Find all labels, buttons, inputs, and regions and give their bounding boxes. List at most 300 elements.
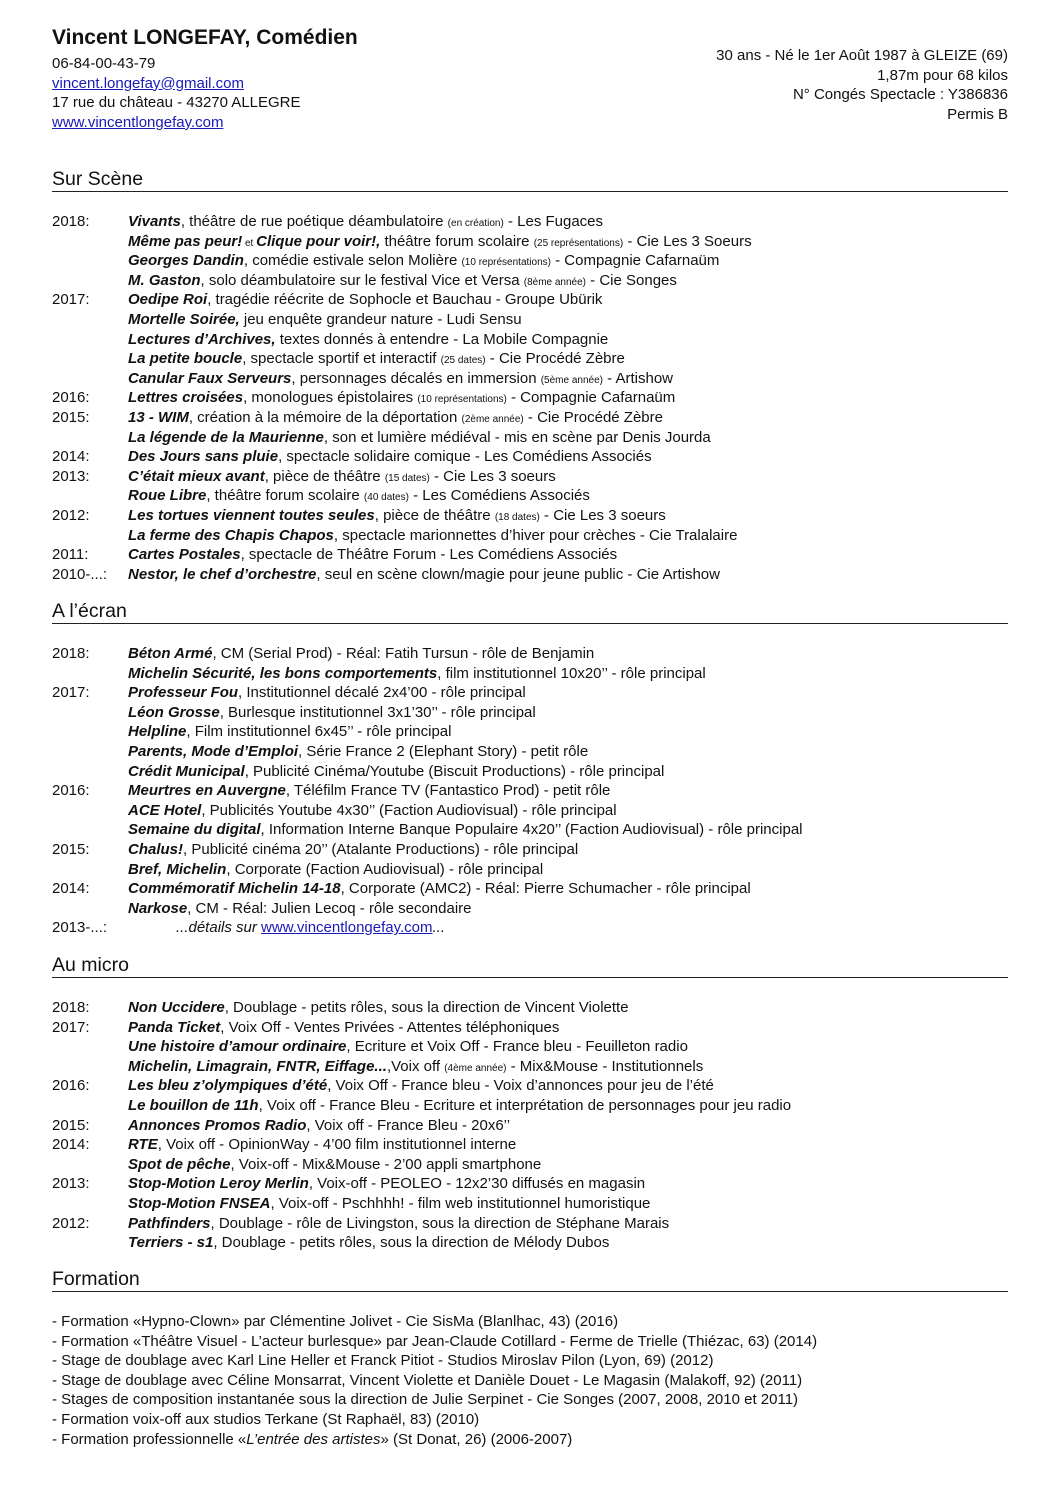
entry-company: - Mix&Mouse - Institutionnels bbox=[506, 1057, 704, 1075]
list-item bbox=[52, 1018, 1008, 1038]
entry-title: Une histoire d’amour ordinaire bbox=[128, 1038, 347, 1056]
entry-description bbox=[128, 683, 526, 703]
entry-description bbox=[128, 408, 663, 428]
entry-connector: et bbox=[242, 237, 257, 249]
entry-title: Cartes Postales bbox=[128, 546, 241, 564]
entry-company: - Compagnie Cafarnaüm bbox=[550, 252, 720, 270]
email-link[interactable]: vincent.longefay@gmail.com bbox=[52, 74, 244, 92]
entry-description bbox=[128, 506, 666, 526]
entry-title: C’était mieux avant bbox=[128, 467, 265, 485]
list-item bbox=[52, 1214, 1008, 1234]
entry-description bbox=[128, 271, 677, 291]
entry-text: , comédie estivale selon Molière bbox=[243, 252, 462, 270]
list-item bbox=[52, 408, 1008, 428]
entry-title: Terriers - s1 bbox=[128, 1234, 214, 1252]
entry-title: Helpline bbox=[128, 723, 187, 741]
entry-title: La légende de la Maurienne bbox=[128, 428, 324, 446]
entry-title: Nestor, le chef d’orchestre bbox=[128, 565, 317, 583]
entry-company: - Cie Songes bbox=[586, 271, 677, 289]
list-item bbox=[52, 1174, 1008, 1194]
driving-licence: Permis B bbox=[947, 105, 1008, 123]
list-item bbox=[52, 1135, 1008, 1155]
entry-year: 2014: bbox=[52, 448, 90, 466]
entry-title: Le bouillon de 11h bbox=[128, 1096, 259, 1114]
list-item bbox=[52, 212, 1008, 232]
entry-title: Léon Grosse bbox=[128, 703, 220, 721]
entry-title: Georges Dandin bbox=[128, 252, 244, 270]
entry-title: Michelin, Limagrain, FNTR, Eiffage... bbox=[128, 1057, 387, 1075]
list-item bbox=[52, 1076, 1008, 1096]
entry-note: (4ème année) bbox=[444, 1062, 507, 1074]
entry-description bbox=[128, 467, 556, 487]
formation-list bbox=[52, 1312, 1008, 1449]
list-item bbox=[52, 762, 1008, 782]
formation-item bbox=[52, 1371, 1008, 1391]
list-item bbox=[52, 545, 1008, 565]
entry-description bbox=[128, 1116, 510, 1136]
entry-note: (en création) bbox=[447, 218, 504, 229]
entry-year bbox=[52, 1037, 128, 1057]
entry-year: 2013: bbox=[52, 1175, 90, 1193]
entry-text: , théâtre forum scolaire bbox=[206, 487, 364, 505]
list-item bbox=[52, 251, 1008, 271]
entry-title: Professeur Fou bbox=[128, 684, 239, 702]
entry-description bbox=[128, 1135, 516, 1155]
entry-note: (18 dates) bbox=[494, 511, 540, 523]
phone-number: 06-84-00-43-79 bbox=[52, 55, 156, 72]
entry-text: jeu enquête grandeur nature - Ludi Sensu bbox=[239, 310, 522, 328]
list-item bbox=[52, 506, 1008, 526]
formation-title: L’entrée des artistes bbox=[246, 1430, 381, 1448]
entry-text: , son et lumière médiéval - mis en scène par Denis Jourda bbox=[323, 428, 711, 446]
entry-title: Vivants bbox=[128, 213, 181, 230]
scene-entries bbox=[52, 212, 1008, 584]
list-item bbox=[52, 801, 1008, 821]
entry-description bbox=[128, 998, 629, 1018]
entry-description bbox=[128, 879, 751, 899]
list-item bbox=[52, 1233, 1008, 1253]
section-ecran bbox=[52, 599, 1008, 938]
entry-text: , Voix-off - Mix&Mouse - 2’00 appli smartphone bbox=[230, 1155, 542, 1173]
entry-text: , Voix off - OpinionWay - 4’00 film institutionnel interne bbox=[157, 1136, 517, 1154]
list-item bbox=[52, 742, 1008, 762]
entry-title: Pathfinders bbox=[128, 1214, 211, 1232]
list-item bbox=[52, 526, 1008, 546]
entry-title: Lectures d’Archives, bbox=[128, 330, 276, 348]
entry-title: Spot de pêche bbox=[128, 1155, 231, 1173]
details-suffix: ... bbox=[432, 919, 446, 937]
entry-title: Canular Faux Serveurs bbox=[128, 369, 292, 387]
entry-year bbox=[52, 428, 128, 448]
list-item bbox=[52, 565, 1008, 585]
list-item bbox=[52, 840, 1008, 860]
entry-text: , spectacle solidaire comique - Les Comédiens Associés bbox=[278, 448, 652, 466]
entry-description bbox=[128, 388, 675, 408]
list-item bbox=[52, 722, 1008, 742]
entry-text: , Ecriture et Voix Off - France bleu - Feuilleton radio bbox=[346, 1038, 688, 1056]
formation-text: - Formation «Théâtre Visuel - L’acteur burlesque» par Jean-Claude Cotillard - Ferme de Trielle (Thiézac, 63) (2014) bbox=[52, 1332, 818, 1350]
entry-text: , film institutionnel 10x20’’ - rôle principal bbox=[437, 664, 706, 682]
list-item bbox=[52, 644, 1008, 664]
entry-title: Narkose bbox=[128, 899, 188, 917]
entry-description bbox=[128, 447, 652, 467]
entry-text: , solo déambulatoire sur le festival Vice et Versa bbox=[200, 271, 524, 289]
entry-description bbox=[128, 310, 522, 330]
entry-text: , pièce de théâtre bbox=[264, 467, 385, 485]
entry-text: , spectacle sportif et interactif bbox=[242, 350, 441, 368]
entry-description bbox=[128, 232, 752, 252]
entry-title: Béton Armé bbox=[128, 645, 213, 662]
details-text bbox=[128, 918, 445, 938]
entry-text: , Burlesque institutionnel 3x1’30’’ - rôle principal bbox=[219, 703, 536, 721]
list-item bbox=[52, 1096, 1008, 1116]
entry-description bbox=[128, 251, 719, 271]
formation-item bbox=[52, 1332, 1008, 1352]
list-item bbox=[52, 781, 1008, 801]
formation-text: - Stages de composition instantanée sous la direction de Julie Serpinet - Cie Songes (2007, 2008, 2010 et 2011) bbox=[52, 1391, 799, 1409]
formation-item bbox=[52, 1430, 1008, 1450]
entry-description bbox=[128, 1018, 559, 1038]
entry-description bbox=[128, 290, 602, 310]
entry-title: Des Jours sans pluie bbox=[128, 448, 279, 466]
entry-title: Michelin Sécurité, les bons comportements bbox=[128, 664, 438, 682]
section-title: Sur Scène bbox=[52, 167, 1008, 192]
entry-company: - Les Comédiens Associés bbox=[408, 487, 590, 505]
entry-title: Stop-Motion FNSEA bbox=[128, 1194, 271, 1212]
list-item bbox=[52, 664, 1008, 684]
website-link[interactable]: www.vincentlongefay.com bbox=[261, 919, 433, 937]
entry-text: , Institutionnel décalé 2x4’00 - rôle principal bbox=[238, 684, 526, 702]
entry-year bbox=[52, 1096, 128, 1116]
entry-description bbox=[128, 330, 608, 350]
entry-text: , Voix Off - Ventes Privées - Attentes téléphoniques bbox=[220, 1018, 560, 1036]
list-item bbox=[52, 683, 1008, 703]
entry-year bbox=[52, 664, 128, 684]
entry-year bbox=[52, 330, 128, 350]
formation-text: » (St Donat, 26) (2006-2007) bbox=[380, 1430, 573, 1448]
entry-year bbox=[52, 310, 128, 330]
page-title: Vincent LONGEFAY, Comédien bbox=[52, 26, 358, 49]
entry-year: 2012: bbox=[52, 1214, 90, 1232]
entry-year: 2016: bbox=[52, 389, 90, 407]
entry-title: Semaine du digital bbox=[128, 821, 261, 839]
entry-title: Même pas peur! bbox=[128, 232, 243, 250]
entry-description bbox=[128, 1037, 688, 1057]
entry-text: , tragédie réécrite de Sophocle et Bauchau - Groupe Ubürik bbox=[207, 291, 603, 309]
details-prefix: ...détails sur bbox=[176, 919, 262, 937]
height-weight: 1,87m pour 68 kilos bbox=[877, 66, 1008, 84]
age-birth: 30 ans - Né le 1er Août 1987 à GLEIZE (69) bbox=[716, 47, 1008, 64]
list-item bbox=[52, 310, 1008, 330]
entry-note: (10 représentations) bbox=[461, 257, 551, 269]
entry-title: Crédit Municipal bbox=[128, 762, 245, 780]
entry-description bbox=[128, 1155, 541, 1175]
entry-title: Oedipe Roi bbox=[128, 291, 208, 309]
list-item bbox=[52, 1037, 1008, 1057]
entry-year bbox=[52, 1194, 128, 1214]
entry-title: Stop-Motion Leroy Merlin bbox=[128, 1175, 309, 1193]
entry-title: ACE Hotel bbox=[128, 801, 202, 819]
entry-year: 2011: bbox=[52, 546, 89, 564]
entry-description bbox=[128, 703, 536, 723]
entry-year bbox=[52, 1057, 128, 1077]
entry-text: , Voix off - France Bleu - 20x6’’ bbox=[306, 1116, 511, 1134]
entry-description bbox=[128, 565, 720, 585]
entry-description bbox=[128, 840, 578, 860]
entry-description bbox=[128, 212, 603, 232]
entry-description bbox=[128, 781, 610, 801]
entry-text: , Publicité Cinéma/Youtube (Biscuit Productions) - rôle principal bbox=[244, 762, 665, 780]
entry-year: 2018: bbox=[52, 213, 90, 230]
entry-text: , Film institutionnel 6x45’’ - rôle principal bbox=[186, 723, 452, 741]
entry-company: - Cie Procédé Zèbre bbox=[485, 350, 625, 368]
entry-text: , pièce de théâtre bbox=[374, 506, 495, 524]
entry-text: , spectacle de Théâtre Forum - Les Comédiens Associés bbox=[240, 546, 618, 564]
entry-year: 2016: bbox=[52, 1077, 90, 1095]
entry-year bbox=[52, 860, 128, 880]
entry-text: , personnages décalés en immersion bbox=[291, 369, 541, 387]
entry-note: (8ème année) bbox=[523, 276, 587, 288]
list-item bbox=[52, 860, 1008, 880]
entry-year: 2017: bbox=[52, 1018, 90, 1036]
formation-text: - Stage de doublage avec Karl Line Heller et Franck Pitiot - Studios Miroslav Pilon (Lyon, 69) (2012) bbox=[52, 1352, 714, 1370]
section-formation bbox=[52, 1267, 1008, 1449]
entry-text: , seul en scène clown/magie pour jeune public - Cie Artishow bbox=[316, 565, 720, 583]
entry-company: - Cie Procédé Zèbre bbox=[523, 408, 663, 426]
formation-text: - Stage de doublage avec Céline Monsarrat, Vincent Violette et Danièle Douet - Le Magasin (Malakoff, 92) (2011) bbox=[52, 1371, 803, 1389]
entry-year: 2010-...: bbox=[52, 565, 108, 583]
entry-description bbox=[128, 526, 737, 546]
list-item bbox=[52, 998, 1008, 1018]
entry-year: 2015: bbox=[52, 1116, 90, 1134]
entry-description bbox=[128, 1194, 650, 1214]
entry-description bbox=[128, 762, 664, 782]
entry-description bbox=[128, 1214, 669, 1234]
entry-description bbox=[128, 860, 543, 880]
list-item bbox=[52, 428, 1008, 448]
entry-title: Mortelle Soirée, bbox=[128, 310, 240, 328]
entry-year: 2015: bbox=[52, 408, 90, 426]
entry-year bbox=[52, 349, 128, 369]
entry-year bbox=[52, 369, 128, 389]
entry-year: 2014: bbox=[52, 1136, 90, 1154]
entry-description bbox=[128, 1174, 645, 1194]
website-link[interactable]: www.vincentlongefay.com bbox=[52, 113, 224, 131]
entry-year bbox=[52, 820, 128, 840]
entry-title: Commémoratif Michelin 14-18 bbox=[128, 880, 341, 898]
entry-text: ,Voix off bbox=[386, 1057, 445, 1075]
entry-text: , Téléfilm France TV (Fantastico Prod) - petit rôle bbox=[285, 782, 611, 800]
section-title: Formation bbox=[52, 1267, 1008, 1292]
entry-year bbox=[52, 251, 128, 271]
entry-text: , Publicité cinéma 20’’ (Atalante Productions) - rôle principal bbox=[183, 840, 579, 858]
entry-text: , Voix-off - PEOLEO - 12x2’30 diffusés en magasin bbox=[308, 1175, 646, 1193]
entry-title: La ferme des Chapis Chapos bbox=[128, 526, 334, 544]
micro-entries bbox=[52, 998, 1008, 1253]
entry-note: (5ème année) bbox=[540, 374, 603, 386]
entry-year: 2017: bbox=[52, 684, 90, 702]
entry-note: (25 dates) bbox=[440, 355, 486, 367]
entry-year bbox=[52, 232, 128, 252]
list-item bbox=[52, 290, 1008, 310]
entry-year bbox=[52, 1155, 128, 1175]
formation-item bbox=[52, 1410, 1008, 1430]
section-scene bbox=[52, 167, 1008, 584]
entry-title: 13 - WIM bbox=[128, 408, 189, 426]
entry-description bbox=[128, 349, 625, 369]
entry-note: (2ème année) bbox=[461, 413, 524, 425]
entry-text: , Corporate (AMC2) - Réal: Pierre Schumacher - rôle principal bbox=[340, 880, 751, 898]
entry-title: Les bleu z’olympiques d’été bbox=[128, 1077, 328, 1095]
details-row bbox=[52, 918, 1008, 938]
list-item bbox=[52, 703, 1008, 723]
list-item bbox=[52, 369, 1008, 389]
list-item bbox=[52, 879, 1008, 899]
entry-note: (15 dates) bbox=[384, 472, 430, 484]
entry-year: 2013: bbox=[52, 467, 90, 485]
list-item bbox=[52, 388, 1008, 408]
contact-block bbox=[52, 24, 358, 132]
list-item bbox=[52, 467, 1008, 487]
entry-title: M. Gaston bbox=[128, 271, 201, 289]
list-item bbox=[52, 232, 1008, 252]
entry-note: (40 dates) bbox=[363, 492, 409, 504]
entry-text: , Voix off - France Bleu - Ecriture et interprétation de personnages pour jeu radio bbox=[258, 1096, 792, 1114]
list-item bbox=[52, 447, 1008, 467]
entry-description bbox=[128, 664, 706, 684]
entry-year bbox=[52, 801, 128, 821]
entry-description bbox=[128, 722, 451, 742]
entry-year bbox=[52, 899, 128, 919]
entry-text: , monologues épistolaires bbox=[243, 389, 418, 407]
entry-year: 2017: bbox=[52, 291, 90, 309]
entry-description bbox=[128, 1096, 791, 1116]
entry-company: - Cie Les 3 Soeurs bbox=[623, 232, 752, 250]
entry-text: , CM - Réal: Julien Lecoq - rôle secondaire bbox=[187, 899, 472, 917]
entry-year: 2013-...: bbox=[52, 919, 108, 937]
entry-title: Les tortues viennent toutes seules bbox=[128, 506, 375, 524]
entry-company: - Artishow bbox=[602, 369, 674, 387]
entry-description bbox=[128, 369, 673, 389]
list-item bbox=[52, 1116, 1008, 1136]
entry-text: , Information Interne Banque Populaire 4x20’’ (Faction Audiovisual) - rôle principal bbox=[260, 821, 803, 839]
entry-company: - Les Fugaces bbox=[503, 213, 604, 230]
entry-title: Non Uccidere bbox=[128, 999, 225, 1016]
entry-year: 2016: bbox=[52, 782, 90, 800]
list-item bbox=[52, 899, 1008, 919]
entry-year bbox=[52, 722, 128, 742]
formation-text: - Formation voix-off aux studios Terkane (St Raphaël, 83) (2010) bbox=[52, 1410, 480, 1428]
entry-year bbox=[52, 486, 128, 506]
entry-year: 2014: bbox=[52, 880, 90, 898]
list-item bbox=[52, 330, 1008, 350]
entry-year bbox=[52, 271, 128, 291]
entry-text: , Doublage - petits rôles, sous la direction de Vincent Violette bbox=[224, 999, 629, 1016]
entry-title: Bref, Michelin bbox=[128, 860, 227, 878]
entry-company: - Cie Les 3 soeurs bbox=[429, 467, 556, 485]
entry-year: 2012: bbox=[52, 506, 90, 524]
formation-text: - Formation professionnelle « bbox=[52, 1430, 247, 1448]
entry-text: théâtre forum scolaire bbox=[380, 232, 534, 250]
entry-text: , CM (Serial Prod) - Réal: Fatih Tursun - rôle de Benjamin bbox=[212, 645, 595, 662]
section-micro bbox=[52, 953, 1008, 1253]
entry-year: 2018: bbox=[52, 645, 90, 662]
entry-year: 2015: bbox=[52, 840, 90, 858]
formation-item bbox=[52, 1390, 1008, 1410]
entry-company: - Compagnie Cafarnaüm bbox=[506, 389, 676, 407]
postal-address: 17 rue du château - 43270 ALLEGRE bbox=[52, 94, 301, 112]
list-item bbox=[52, 486, 1008, 506]
section-title: Au micro bbox=[52, 953, 1008, 978]
entry-title: RTE bbox=[128, 1136, 158, 1154]
entry-description bbox=[128, 820, 803, 840]
entry-year bbox=[52, 703, 128, 723]
list-item bbox=[52, 1194, 1008, 1214]
formation-text: - Formation «Hypno-Clown» par Clémentine Jolivet - Cie SisMa (Blanlhac, 43) (2016) bbox=[52, 1313, 619, 1330]
entry-text: , spectacle marionnettes d’hiver pour crèches - Cie Tralalaire bbox=[333, 526, 738, 544]
entry-description bbox=[128, 1076, 714, 1096]
entry-text: , Voix-off - Pschhhh! - film web institutionnel humoristique bbox=[270, 1194, 651, 1212]
entry-description bbox=[128, 644, 594, 664]
entry-text: , Série France 2 (Elephant Story) - petit rôle bbox=[298, 742, 589, 760]
entry-text: , Doublage - petits rôles, sous la direction de Mélody Dubos bbox=[213, 1234, 610, 1252]
entry-text: , Doublage - rôle de Livingston, sous la direction de Stéphane Marais bbox=[210, 1214, 670, 1232]
entry-text: , théâtre de rue poétique déambulatoire bbox=[180, 213, 448, 230]
entry-year bbox=[52, 1233, 128, 1253]
entry-title: Meurtres en Auvergne bbox=[128, 782, 286, 800]
entry-year bbox=[52, 742, 128, 762]
entry-title: Annonces Promos Radio bbox=[128, 1116, 307, 1134]
entry-title: Lettres croisées bbox=[128, 389, 244, 407]
section-title: A l’écran bbox=[52, 599, 1008, 624]
entry-text: textes donnés à entendre - La Mobile Compagnie bbox=[275, 330, 609, 348]
entry-description bbox=[128, 801, 617, 821]
entry-description bbox=[128, 545, 617, 565]
personal-info-block bbox=[716, 46, 1008, 124]
entry-title: Roue Libre bbox=[128, 487, 207, 505]
entry-text: , Publicités Youtube 4x30’’ (Faction Audiovisual) - rôle principal bbox=[201, 801, 617, 819]
formation-item bbox=[52, 1312, 1008, 1332]
entry-text: , création à la mémoire de la déportation bbox=[188, 408, 462, 426]
entry-year: 2018: bbox=[52, 999, 90, 1016]
entry-text: , Corporate (Faction Audiovisual) - rôle principal bbox=[226, 860, 544, 878]
entry-description bbox=[128, 899, 472, 919]
conges-spectacle: N° Congés Spectacle : Y386836 bbox=[792, 86, 1008, 104]
entry-description bbox=[128, 428, 711, 448]
entry-description bbox=[128, 486, 590, 506]
list-item bbox=[52, 1155, 1008, 1175]
entry-note: (25 représentations) bbox=[533, 237, 624, 249]
entry-title: Parents, Mode d’Emploi bbox=[128, 742, 299, 760]
ecran-entries bbox=[52, 644, 1008, 938]
entry-title: La petite boucle bbox=[128, 350, 243, 368]
entry-title: Chalus! bbox=[128, 840, 184, 858]
entry-description bbox=[128, 742, 588, 762]
list-item bbox=[52, 820, 1008, 840]
entry-note: (10 représentations) bbox=[417, 394, 507, 406]
formation-item bbox=[52, 1351, 1008, 1371]
entry-year bbox=[52, 762, 128, 782]
list-item bbox=[52, 271, 1008, 291]
entry-year bbox=[52, 526, 128, 546]
entry-company: - Cie Les 3 soeurs bbox=[539, 506, 666, 524]
entry-description bbox=[128, 1233, 609, 1253]
entry-text: , Voix Off - France bleu - Voix d’annonces pour jeu de l’été bbox=[327, 1077, 714, 1095]
entry-description bbox=[128, 1057, 703, 1077]
list-item bbox=[52, 349, 1008, 369]
entry-title: Clique pour voir!, bbox=[256, 232, 381, 250]
list-item bbox=[52, 1057, 1008, 1077]
